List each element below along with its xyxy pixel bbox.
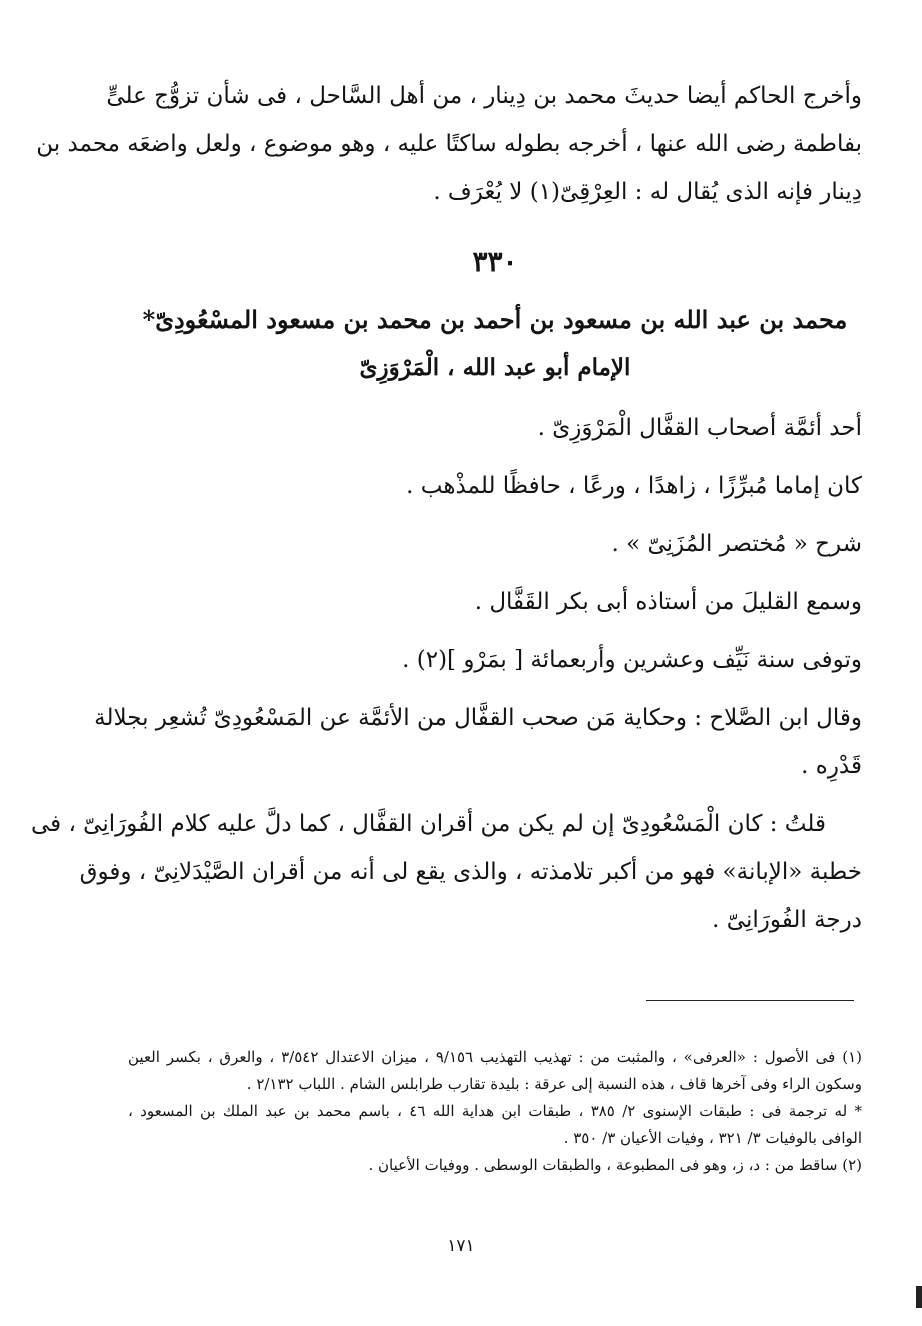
footnote-line: (٢) ساقط من : د، ز، وهو فى المطبوعة ، والطبقات الوسطى . ووفيات الأعيان . (368, 1156, 862, 1174)
body-line-2: كان إماما مُبرِّزًا ، زاهدًا ، ورعًا ، حافظًا للمذْهب . (406, 473, 862, 499)
body-line-4: وسمع القليلَ من أستاذه أبى بكر القَفَّال . (474, 589, 862, 615)
intro-line-2: بفاطمة رضى الله عنها ، أخرجه بطوله ساكتًا عليه ، وهو موضوع ، ولعل واضعَه محمد بن (36, 131, 862, 157)
qultu-line-1: قلتُ : كان الْمَسْعُودِىّ إن لم يكن من أقران القفَّال ، كما دلَّ عليه كلام الفُورَانِىّ ، فى (30, 811, 826, 837)
scan-edge-mark (916, 1286, 922, 1308)
footnote-line: وسكون الراء وفى آخرها قاف ، هذه النسبة إلى عرقة : بليدة تقارب طرابلس الشام . اللباب ٢/١٣٢ . (246, 1075, 862, 1093)
footnote-separator (646, 1000, 854, 1001)
entry-kunya-heading: الإمام أبو عبد الله ، الْمَرْوَزِىّ (359, 354, 631, 381)
page-number: ١٧١ (447, 1236, 475, 1256)
body-line-1: أحد أئمَّة أصحاب القفَّال الْمَرْوَزِىّ . (537, 415, 862, 441)
qultu-line-2: خطبة «الإبانة» فهو من أكبر تلامذته ، والذى يقع لى أنه من أقران الصَّيْدَلانِىّ ، وفوق (79, 859, 862, 885)
entry-name-heading: محمد بن عبد الله بن مسعود بن أحمد بن محمد بن مسعود المسْعُودِىّ* (142, 305, 848, 334)
footnote-line: (١) فى الأصول : «العرفى» ، والمثبت من : تهذيب التهذيب ٩/١٥٦ ، ميزان الاعتدال ٣/٥٤٢ ، والعرق ، بكسر العين (128, 1048, 862, 1066)
qultu-line-3: درجة الفُورَانِىّ . (712, 907, 862, 933)
body-line-3: شرح « مُختصر المُزَنِىّ » . (611, 531, 862, 557)
ibn-salah-line-1: وقال ابن الصَّلاح : وحكاية مَن صحب القفَّال من الأئمَّة عن المَسْعُودِىّ تُشعِر بجلالة (94, 705, 862, 731)
intro-line-3: دِينار فإنه الذى يُقال له : العِرْقِىّ(١) لا يُعْرَف . (433, 179, 862, 205)
footnote-line: * له ترجمة فى : طبقات الإسنوى ٢/ ٣٨٥ ، طبقات ابن هداية الله ٤٦ ، باسم محمد بن عبد الملك بن المسعود ، (128, 1102, 862, 1120)
main-text (30, 72, 862, 944)
footnote-line: الوافى بالوفيات ٣/ ٣٢١ ، وفيات الأعيان ٣/ ٣٥٠ . (563, 1129, 862, 1147)
footnotes (128, 1044, 862, 1179)
body-line-5: وتوفى سنة نَيِّف وعشرين وأربعمائة [ بمَرْو ](٢) . (402, 647, 862, 673)
ibn-salah-line-2: قَدْرِه . (801, 753, 862, 779)
entry-number: ٣٣٠ (472, 245, 518, 278)
intro-line-1: وأخرج الحاكم أيضا حديثَ محمد بن دِينار ، من أهل السَّاحل ، فى شأن تزوُّج علىٍّ (106, 83, 862, 109)
